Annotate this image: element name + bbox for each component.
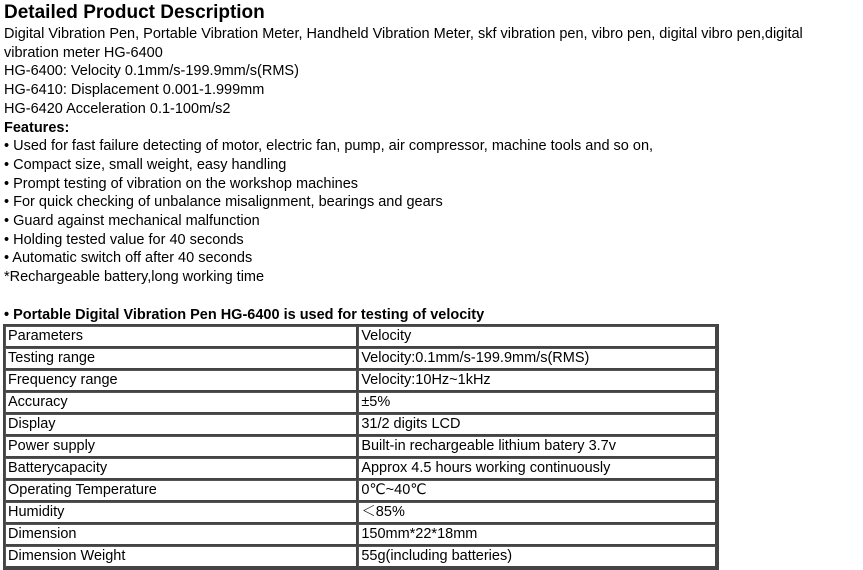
feature-item: • Automatic switch off after 40 seconds — [4, 250, 253, 267]
value-cell: 0℃~40℃ — [358, 480, 717, 502]
table-row — [5, 546, 717, 568]
model-line: HG-6400: Velocity 0.1mm/s-199.9mm/s(RMS) — [4, 63, 299, 80]
product-description — [4, 0, 859, 570]
feature-item: *Rechargeable battery,long working time — [4, 269, 265, 286]
specs-table — [3, 324, 719, 570]
param-cell: Testing range — [5, 348, 358, 370]
intro-text: Digital Vibration Pen, Portable Vibration Meter, Handheld Vibration Meter, skf vibration pen, vibro pen, digital vibro pen,digital vibration meter HG-6400 — [4, 26, 803, 61]
param-cell: Batterycapacity — [5, 458, 358, 480]
feature-item: • For quick checking of unbalance misalignment, bearings and gears — [4, 194, 443, 211]
table-row — [5, 524, 717, 546]
feature-item: • Prompt testing of vibration on the workshop machines — [4, 175, 359, 192]
value-cell: Velocity:10Hz~1kHz — [358, 370, 717, 392]
value-cell: Velocity:0.1mm/s-199.9mm/s(RMS) — [358, 348, 717, 370]
table-heading: • Portable Digital Vibration Pen HG-6400 is used for testing of velocity — [4, 306, 485, 323]
table-row — [5, 502, 717, 524]
value-cell: 55g(including batteries) — [358, 546, 717, 568]
value-cell: 150mm*22*18mm — [358, 524, 717, 546]
value-cell: 31/2 digits LCD — [358, 414, 717, 436]
feature-item: • Guard against mechanical malfunction — [4, 213, 260, 230]
table-row — [5, 326, 717, 348]
param-cell: Display — [5, 414, 358, 436]
value-cell: ＜85% — [358, 502, 717, 524]
param-cell: Operating Temperature — [5, 480, 358, 502]
value-cell: Velocity — [358, 326, 717, 348]
value-cell: ±5% — [358, 392, 717, 414]
features-heading: Features: — [4, 119, 70, 136]
table-row — [5, 458, 717, 480]
features-list — [4, 137, 859, 287]
model-line: HG-6410: Displacement 0.001-1.999mm — [4, 82, 265, 99]
feature-item: • Holding tested value for 40 seconds — [4, 231, 244, 248]
param-cell: Frequency range — [5, 370, 358, 392]
feature-item: • Used for fast failure detecting of motor, electric fan, pump, air compressor, machine tools and so on, — [4, 138, 654, 155]
param-cell: Humidity — [5, 502, 358, 524]
table-row — [5, 480, 717, 502]
table-row — [5, 348, 717, 370]
param-cell: Parameters — [5, 326, 358, 348]
table-row — [5, 392, 717, 414]
param-cell: Accuracy — [5, 392, 358, 414]
table-row — [5, 370, 717, 392]
param-cell: Power supply — [5, 436, 358, 458]
model-line: HG-6420 Acceleration 0.1-100m/s2 — [4, 100, 231, 117]
table-row — [5, 414, 717, 436]
param-cell: Dimension — [5, 524, 358, 546]
value-cell: Approx 4.5 hours working continuously — [358, 458, 717, 480]
page-title: Detailed Product Description — [4, 2, 265, 23]
feature-item: • Compact size, small weight, easy handling — [4, 156, 287, 173]
value-cell: Built-in rechargeable lithium batery 3.7v — [358, 436, 717, 458]
table-row — [5, 436, 717, 458]
param-cell: Dimension Weight — [5, 546, 358, 568]
